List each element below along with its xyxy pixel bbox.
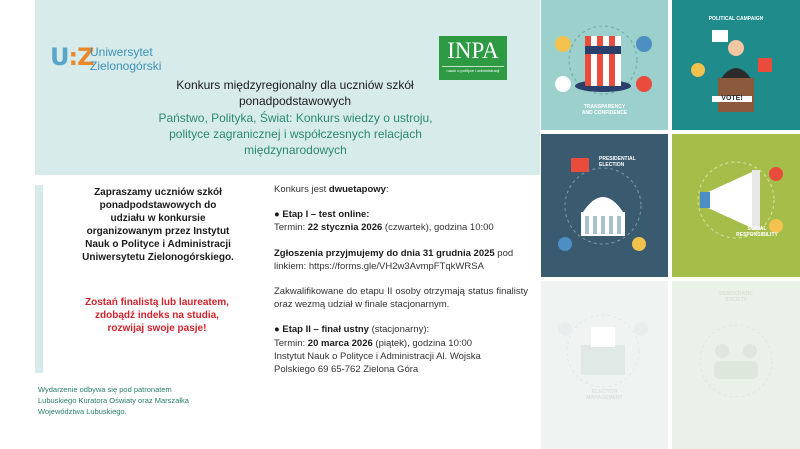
tile-transparency: [541, 0, 668, 130]
tile3-label: PRESIDENTIAL ELECTION: [599, 156, 636, 168]
inpa-logo-subtitle: nauki o polityce i administracji: [442, 66, 504, 75]
stage2-term: Termin: 20 marca 2026 (piątek), godzina 10:00: [274, 337, 473, 349]
tile-social-responsibility: [672, 134, 800, 277]
inpa-logo[interactable]: [439, 36, 507, 80]
stage2-place-line1: Instytut Nauk o Polityce i Administracji Al. Wojska: [274, 350, 481, 362]
registration-section: Zgłoszenia przyjmujemy do dnia 31 grudnia 2025 pod linkiem: https://forms.gle/VH2w3AvmpFTqkWRSA: [274, 247, 528, 273]
inpa-logo-text: INPA: [447, 38, 499, 63]
invitation-text: Zapraszamy uczniów szkół ponadpodstawowych do udziału w konkursie organizowanym przez Instytut Nauk o Polityce i Administracji Uniwersytetu Zielonogórskiego.: [82, 187, 234, 263]
stage1-section: [274, 208, 528, 234]
university-logo[interactable]: [50, 43, 170, 79]
patronage-note: Wydarzenie odbywa się pod patronatem Lubuskiego Kuratora Oświaty oraz Marszałka Województwa Lubuskiego.: [38, 385, 189, 416]
vote-sign: VOTE!: [712, 96, 752, 102]
competition-title: Konkurs międzyregionalny dla uczniów szkół ponadpodstawowych: [176, 78, 414, 108]
tile5-label: ELECTION MANAGEMENT: [586, 389, 623, 401]
stage1-title: ● Etap I – test online:: [274, 209, 370, 221]
tile-political-campaign: [672, 0, 800, 130]
left-accent-bar: [35, 185, 43, 373]
tile2-label: POLITICAL CAMPAIGN: [708, 16, 764, 22]
tile-presidential-election: [541, 134, 668, 277]
tile5-fade-overlay: [541, 281, 668, 449]
intro-line: Konkurs jest dwuetapowy:: [274, 184, 389, 195]
stage2-place-line2: Polskiego 69 65-762 Zielona Góra: [274, 364, 419, 376]
registration-link[interactable]: linkiem: https://forms.gle/VH2w3AvmpFTqkWRSA: [274, 260, 484, 272]
university-name: Uniwersytet Zielonogórski: [90, 45, 162, 73]
uz-logo-mark: U:Z: [50, 43, 94, 71]
stage1-term: Termin: 22 stycznia 2026 (czwartek), godzina 10:00: [274, 222, 494, 234]
qualification-info: Zakwalifikowane do etapu II osoby otrzymają status finalisty oraz wezmą udział w finale stacjonarnym.: [274, 286, 528, 311]
header-banner: [35, 0, 540, 175]
stage2-title: ● Etap II – finał ustny: [274, 324, 369, 336]
tile6-label: DEMOCRATIC SOCIETY: [719, 291, 753, 303]
competition-subtitle: Państwo, Polityka, Świat: Konkurs wiedzy o ustroju, polityce zagranicznej i współczesnych relacjach międzynarodowych: [158, 111, 433, 157]
speaker-podium-icon: [672, 0, 800, 130]
tile-democratic-society: [672, 281, 800, 449]
competition-details: [274, 183, 528, 376]
tile1-label: TRANSPARENCY AND CONFIDENCE: [581, 104, 628, 116]
stage2-section: ● Etap II – finał ustny (stacjonarny): Termin: 20 marca 2026 (piątek), godzina 10:00 Instytut Nauk o Polityce i Administracji Al. Wojska Polskiego 69 65-762 Zielona Góra: [274, 323, 528, 376]
megaphone-icon: [672, 134, 800, 277]
tile4-label: SOCIAL RESPONSIBILITY: [736, 226, 778, 238]
promo-text: Zostań finalistą lub laureatem, zdobądź indeks na studia, rozwijaj swoje pasje!: [85, 297, 229, 334]
tile6-fade-overlay: [672, 281, 800, 449]
tile-election-management: [541, 281, 668, 449]
